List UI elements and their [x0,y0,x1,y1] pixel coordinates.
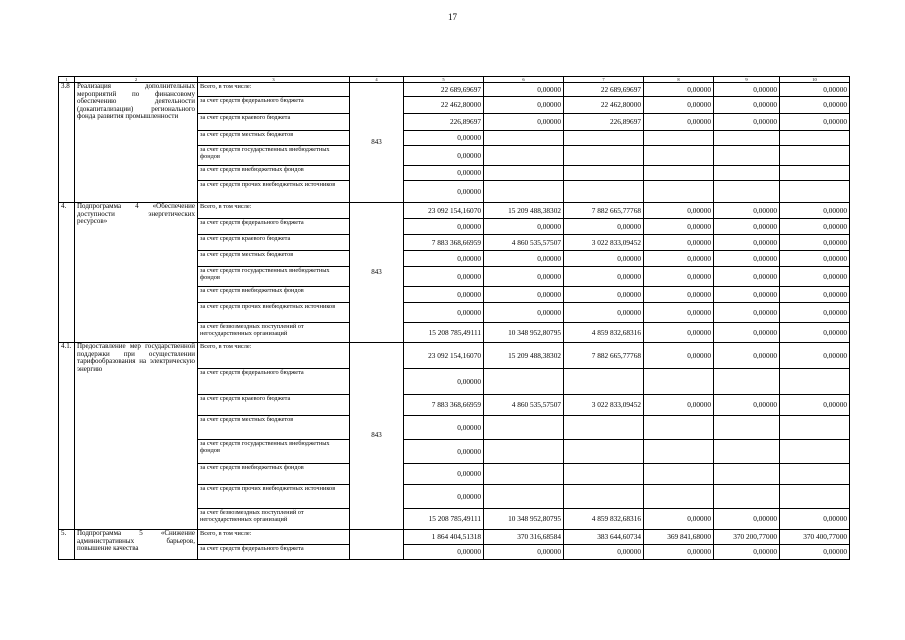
funding-source: за счет средств федерального бюджета [198,219,350,235]
amount-cell: 0,00000 [564,303,644,323]
amount-cell: 0,00000 [484,267,564,287]
amount-cell: 0,00000 [404,303,484,323]
amount-cell [714,416,780,440]
amount-cell: 3 022 833,09452 [564,235,644,251]
amount-cell: 0,00000 [644,509,714,530]
funding-source: за счет средств краевого бюджета [198,114,350,131]
table-row [59,343,850,369]
funding-source: за счет средств местных бюджетов [198,416,350,440]
amount-cell [714,440,780,464]
amount-cell: 22 689,69697 [564,83,644,97]
amount-cell [780,131,850,146]
amount-cell: 0,00000 [484,545,564,560]
amount-cell [780,485,850,509]
amount-cell [564,416,644,440]
amount-cell: 0,00000 [644,235,714,251]
amount-cell: 0,00000 [644,287,714,303]
section-number: 5. [59,530,75,560]
amount-cell: 383 644,60734 [564,530,644,545]
amount-cell: 0,00000 [644,303,714,323]
amount-cell: 15 209 488,38302 [484,203,564,219]
amount-cell: 0,00000 [404,369,484,395]
amount-cell [484,181,564,203]
amount-cell: 0,00000 [780,114,850,131]
amount-cell [644,181,714,203]
funding-source: Всего, в том числе: [198,530,350,545]
amount-cell: 0,00000 [714,509,780,530]
amount-cell: 226,89697 [404,114,484,131]
funding-source: Всего, в том числе: [198,83,350,97]
amount-cell: 0,00000 [484,219,564,235]
amount-cell: 0,00000 [714,267,780,287]
amount-cell: 0,00000 [404,181,484,203]
funding-source: за счет средств внебюджетных фондов [198,464,350,485]
amount-cell: 0,00000 [644,219,714,235]
amount-cell: 7 883 368,66959 [404,235,484,251]
amount-cell: 4 860 535,57507 [484,235,564,251]
amount-cell: 0,00000 [404,251,484,267]
funding-source: за счет средств прочих внебюджетных источников [198,485,350,509]
amount-cell: 0,00000 [714,235,780,251]
amount-cell: 0,00000 [404,464,484,485]
amount-cell: 0,00000 [780,267,850,287]
table-row [59,83,850,97]
amount-cell [714,166,780,181]
amount-cell [714,485,780,509]
amount-cell: 0,00000 [484,251,564,267]
header-cell: 5 [404,77,484,83]
amount-cell [714,464,780,485]
funding-source: за счет безвозмездных поступлений от негосударственных организаций [198,509,350,530]
amount-cell [644,440,714,464]
amount-cell: 0,00000 [714,395,780,416]
header-cell: 8 [644,77,714,83]
amount-cell: 0,00000 [404,416,484,440]
funding-source: за счет средств государственных внебюджетных фондов [198,267,350,287]
amount-cell [780,181,850,203]
amount-cell [780,369,850,395]
amount-cell [714,369,780,395]
amount-cell: 0,00000 [484,97,564,114]
amount-cell: 15 208 785,49111 [404,323,484,343]
amount-cell: 0,00000 [564,287,644,303]
header-cell: 7 [564,77,644,83]
funding-source: за счет средств федерального бюджета [198,545,350,560]
table-row [59,530,850,545]
amount-cell: 369 841,68000 [644,530,714,545]
amount-cell: 0,00000 [404,485,484,509]
amount-cell: 0,00000 [404,146,484,166]
amount-cell: 0,00000 [714,545,780,560]
amount-cell: 0,00000 [714,323,780,343]
amount-cell [564,146,644,166]
section-name: Подпрограмма 4 «Обеспечение доступности энергетических ресурсов» [75,203,198,343]
amount-cell: 0,00000 [780,303,850,323]
amount-cell [564,181,644,203]
funding-source: за счет средств прочих внебюджетных источников [198,181,350,203]
amount-cell: 0,00000 [714,114,780,131]
funding-source: за счет средств местных бюджетов [198,131,350,146]
funding-source: Всего, в том числе: [198,343,350,369]
amount-cell: 0,00000 [714,343,780,369]
funding-source: Всего, в том числе: [198,203,350,219]
funding-source: за счет средств федерального бюджета [198,369,350,395]
amount-cell [644,369,714,395]
amount-cell: 0,00000 [780,235,850,251]
amount-cell: 370 316,68584 [484,530,564,545]
budget-code [350,530,404,560]
amount-cell: 370 400,77000 [780,530,850,545]
amount-cell: 0,00000 [484,83,564,97]
amount-cell: 0,00000 [644,323,714,343]
funding-source: за счет средств государственных внебюджетных фондов [198,146,350,166]
amount-cell: 0,00000 [780,287,850,303]
funding-source: за счет безвозмездных поступлений от негосударственных организаций [198,323,350,343]
section-name: Реализация дополнительных мероприятий по финансовому обеспечению деятельности (докапитализации) регионального фонда развития промышленности [75,83,198,203]
section-name: Подпрограмма 5 «Снижение административных барьеров, повышение качества [75,530,198,560]
amount-cell: 0,00000 [780,343,850,369]
amount-cell: 1 864 404,51318 [404,530,484,545]
amount-cell [714,146,780,166]
amount-cell [644,485,714,509]
amount-cell: 15 208 785,49111 [404,509,484,530]
amount-cell: 0,00000 [780,97,850,114]
amount-cell: 7 883 368,66959 [404,395,484,416]
amount-cell: 0,00000 [644,203,714,219]
amount-cell: 0,00000 [644,267,714,287]
amount-cell: 0,00000 [780,395,850,416]
amount-cell: 23 092 154,16070 [404,343,484,369]
amount-cell: 7 882 665,77768 [564,203,644,219]
amount-cell: 4 859 832,68316 [564,509,644,530]
header-cell: 4 [350,77,404,83]
amount-cell: 0,00000 [644,114,714,131]
amount-cell: 7 882 665,77768 [564,343,644,369]
amount-cell: 0,00000 [404,219,484,235]
amount-cell: 0,00000 [644,395,714,416]
amount-cell [564,485,644,509]
amount-cell: 0,00000 [484,303,564,323]
amount-cell: 0,00000 [644,545,714,560]
funding-source: за счет средств прочих внебюджетных источников [198,303,350,323]
amount-cell [484,369,564,395]
amount-cell [644,166,714,181]
amount-cell: 0,00000 [644,83,714,97]
table-row [59,203,850,219]
funding-source: за счет средств федерального бюджета [198,97,350,114]
amount-cell: 0,00000 [564,267,644,287]
amount-cell: 0,00000 [780,203,850,219]
amount-cell: 0,00000 [780,509,850,530]
header-cell: 6 [484,77,564,83]
funding-source: за счет средств местных бюджетов [198,251,350,267]
budget-code: 843 [350,203,404,343]
amount-cell: 0,00000 [644,343,714,369]
amount-cell: 4 859 832,68316 [564,323,644,343]
amount-cell [780,166,850,181]
amount-cell [484,131,564,146]
amount-cell [780,440,850,464]
budget-code: 843 [350,83,404,203]
amount-cell: 22 689,69697 [404,83,484,97]
section-number: 4. [59,203,75,343]
amount-cell [564,369,644,395]
amount-cell [714,131,780,146]
funding-source: за счет средств внебюджетных фондов [198,166,350,181]
amount-cell [780,146,850,166]
table-body [59,77,850,560]
amount-cell: 0,00000 [714,219,780,235]
header-cell: 2 [75,77,198,83]
amount-cell [780,416,850,440]
funding-source: за счет средств внебюджетных фондов [198,287,350,303]
amount-cell: 0,00000 [780,323,850,343]
header-cell: 3 [198,77,350,83]
amount-cell: 0,00000 [644,97,714,114]
amount-cell [564,166,644,181]
amount-cell: 10 348 952,80795 [484,323,564,343]
amount-cell [484,440,564,464]
amount-cell: 22 462,80000 [404,97,484,114]
amount-cell [644,464,714,485]
amount-cell [484,485,564,509]
amount-cell: 0,00000 [780,83,850,97]
amount-cell [564,464,644,485]
amount-cell [484,146,564,166]
amount-cell: 0,00000 [564,545,644,560]
header-cell: 9 [714,77,780,83]
amount-cell: 15 209 488,38302 [484,343,564,369]
amount-cell: 23 092 154,16070 [404,203,484,219]
amount-cell [644,416,714,440]
financing-table [58,76,850,560]
section-name: Предоставление мер государственной поддержки при осуществлении тарифообразования на электрическую энергию [75,343,198,530]
amount-cell: 0,00000 [564,251,644,267]
amount-cell: 22 462,80000 [564,97,644,114]
amount-cell [780,464,850,485]
funding-source: за счет средств краевого бюджета [198,235,350,251]
amount-cell [484,464,564,485]
amount-cell: 0,00000 [780,219,850,235]
page-number: 17 [448,12,457,22]
amount-cell: 0,00000 [714,303,780,323]
amount-cell: 0,00000 [714,251,780,267]
amount-cell [644,146,714,166]
amount-cell: 370 200,77000 [714,530,780,545]
amount-cell: 0,00000 [714,83,780,97]
amount-cell: 0,00000 [780,251,850,267]
funding-source: за счет средств государственных внебюджетных фондов [198,440,350,464]
amount-cell: 0,00000 [404,267,484,287]
amount-cell: 0,00000 [404,287,484,303]
amount-cell: 0,00000 [404,440,484,464]
amount-cell: 226,89697 [564,114,644,131]
section-number: 3.8 [59,83,75,203]
amount-cell [564,131,644,146]
amount-cell: 0,00000 [484,114,564,131]
header-cell: 1 [59,77,75,83]
amount-cell [484,166,564,181]
section-number: 4.1. [59,343,75,530]
budget-code: 843 [350,343,404,530]
amount-cell: 0,00000 [780,545,850,560]
amount-cell [484,416,564,440]
amount-cell [714,181,780,203]
amount-cell: 0,00000 [404,131,484,146]
amount-cell [644,131,714,146]
amount-cell: 0,00000 [404,166,484,181]
funding-source: за счет средств краевого бюджета [198,395,350,416]
amount-cell: 10 348 952,80795 [484,509,564,530]
amount-cell: 3 022 833,09452 [564,395,644,416]
amount-cell: 0,00000 [714,97,780,114]
amount-cell [564,440,644,464]
amount-cell: 0,00000 [714,203,780,219]
amount-cell: 0,00000 [564,219,644,235]
amount-cell: 4 860 535,57507 [484,395,564,416]
amount-cell: 0,00000 [484,287,564,303]
amount-cell: 0,00000 [404,545,484,560]
amount-cell: 0,00000 [644,251,714,267]
header-cell: 10 [780,77,850,83]
amount-cell: 0,00000 [714,287,780,303]
